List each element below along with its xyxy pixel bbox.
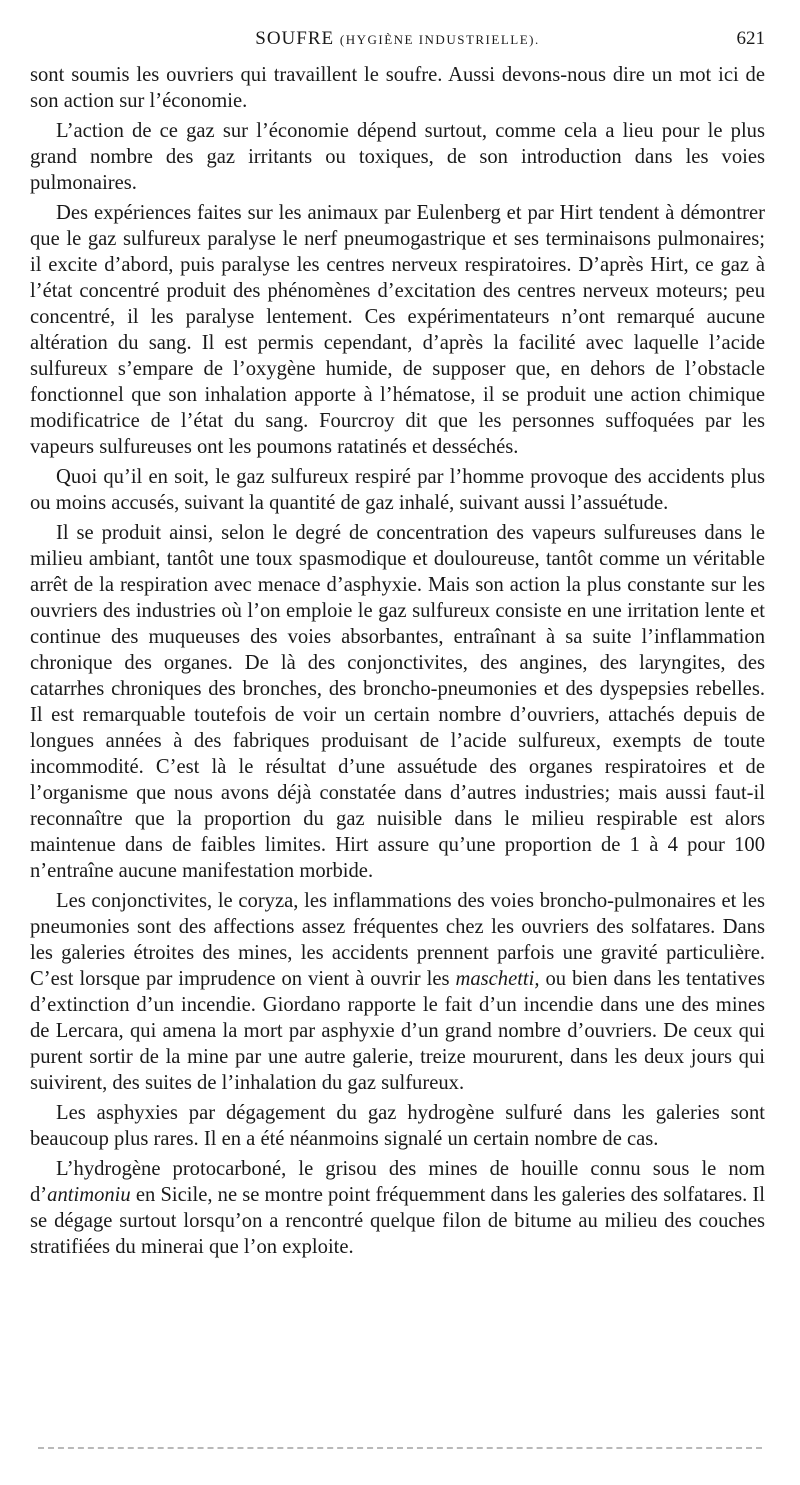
running-head <box>30 28 765 52</box>
italic-term-antimoniu: antimoniu <box>47 1184 131 1206</box>
page-number: 621 <box>736 28 765 49</box>
paragraph-6: Les conjonctivites, le coryza, les inflammations des voies broncho-pulmonaires et les pneumonies sont des affections assez fréquentes chez les ouvriers des solfatares. Dans les galeries étroites des mines, les accidents prennent parfois une gravité particulière. C’est lorsque par imprudence on vient à ouvrir les maschetti, ou bien dans les tentatives d’extinction d’un incendie. Giordano rapporte le fait d’un incendie dans une des mines de Lercara, qui amena la mort par asphyxie d’un grand nombre d’ouvriers. De ceux qui purent sortir de la mine par une autre galerie, treize moururent, dans les deux jours qui suivirent, des suites de l’inhalation du gaz sulfureux. <box>30 890 765 1094</box>
paragraph-3: Des expériences faites sur les animaux par Eulenberg et par Hirt tendent à démontrer que le gaz sulfureux paralyse le nerf pneumogastrique et ses terminaisons pulmonaires; il excite d’abord, puis paralyse les centres nerveux respiratoires. D’après Hirt, ce gaz à l’état concentré produit des phénomènes d’excitation des centres nerveux moteurs; peu concentré, il les paralyse lentement. Ces expérimentateurs n’ont remarqué aucune altération du sang. Il est permis cependant, d’après la facilité avec laquelle l’acide sulfureux s’empare de l’oxygène humide, de supposer que, en dehors de l’obstacle fonctionnel que son inhalation apporte à l’hématose, il se produit une action chimique modificatrice de l’état du sang. Fourcroy dit que les personnes suffoquées par les vapeurs sulfureuses ont les poumons ratatinés et desséchés. <box>30 202 765 458</box>
footer-rule <box>38 1447 762 1449</box>
document-page <box>30 28 765 1264</box>
paragraph-2: L’action de ce gaz sur l’économie dépend surtout, comme cela a lieu pour le plus grand nombre des gaz irritants ou toxiques, de son introduction dans les voies pulmonaires. <box>30 120 765 194</box>
paragraph-7: Les asphyxies par dégagement du gaz hydrogène sulfuré dans les galeries sont beaucoup plus rares. Il en a été néanmoins signalé un certain nombre de cas. <box>30 1102 765 1150</box>
paragraph-1: sont soumis les ouvriers qui travaillent le soufre. Aussi devons-nous dire un mot ici de son action sur l’économie. <box>30 64 765 112</box>
paragraph-4: Quoi qu’il en soit, le gaz sulfureux respiré par l’homme provoque des accidents plus ou moins accusés, suivant la quantité de gaz inhalé, suivant aussi l’assuétude. <box>30 466 765 514</box>
running-title-main: SOUFRE <box>255 28 335 49</box>
italic-term-maschetti: maschetti, <box>455 968 540 990</box>
running-title-subtitle: (HYGIÈNE INDUSTRIELLE). <box>339 32 540 47</box>
running-title <box>30 28 765 50</box>
paragraph-8: L’hydrogène protocarboné, le grisou des mines de houille connu sous le nom d’antimoniu en Sicile, ne se montre point fréquemment dans les galeries des solfatares. Il se dégage surtout lorsqu’on a rencontré quelque filon de bitume au milieu des couches stratifiées du minerai que l’on exploite. <box>30 1158 765 1258</box>
paragraph-5: Il se produit ainsi, selon le degré de concentration des vapeurs sulfureuses dans le milieu ambiant, tantôt une toux spasmodique et douloureuse, tantôt comme un véritable arrêt de la respiration avec menace d’asphyxie. Mais son action la plus constante sur les ouvriers des industries où l’on emploie le gaz sulfureux consiste en une irritation lente et continue des muqueuses des voies absorbantes, entraînant à sa suite l’inflammation chronique des organes. De là des conjonctivites, des angines, des laryngites, des catarrhes chroniques des bronches, des broncho-pneumonies et des dyspepsies rebelles. Il est remarquable toutefois de voir un certain nombre d’ouvriers, attachés depuis de longues années à des fabriques produisant de l’acide sulfureux, exempts de toute incommodité. C’est là le résultat d’une assuétude des organes respiratoires et de l’organisme que nous avons déjà constatée dans d’autres industries; mais aussi faut-il reconnaître que la proportion du gaz nuisible dans le milieu respirable est alors maintenue dans de faibles limites. Hirt assure qu’une proportion de 1 à 4 pour 100 n’entraîne aucune manifestation morbide. <box>30 522 765 882</box>
